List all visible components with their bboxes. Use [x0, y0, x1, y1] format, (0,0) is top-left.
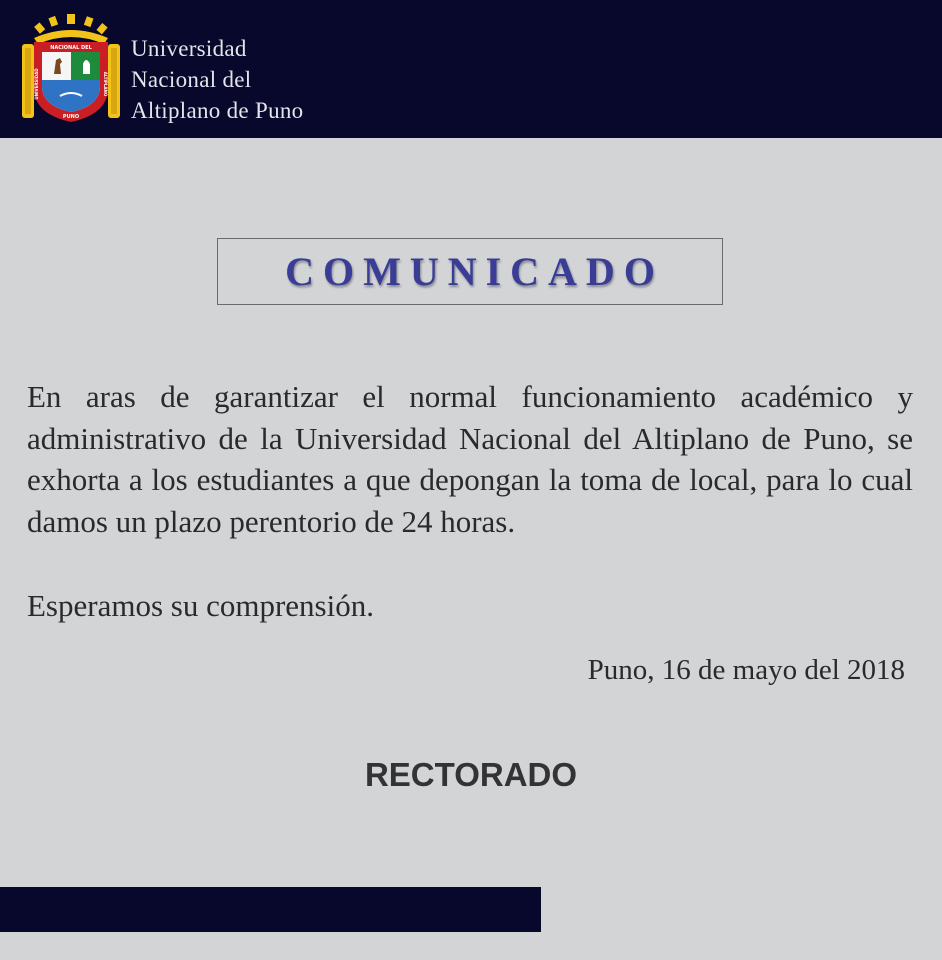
svg-text:PUNO: PUNO [62, 114, 80, 120]
university-name-line-2: Nacional del [131, 67, 252, 92]
notice-body: En aras de garantizar el normal funcionamiento académico y administrativo de la Universidad Nacional del Altiplano de Puno, se exhorta a los estudiantes a que depongan la toma de local, para lo cual damos un plazo perentorio de 24 horas. [27, 379, 913, 539]
header-bar [0, 0, 942, 138]
notice-signature: RECTORADO [364, 756, 578, 793]
university-name-line-1: Universidad [131, 36, 247, 61]
svg-text:ALTIPLANO: ALTIPLANO [103, 71, 108, 97]
university-name-line-3: Altiplano de Puno [131, 98, 304, 123]
svg-text:NACIONAL DEL: NACIONAL DEL [50, 45, 92, 51]
university-crest-icon [20, 14, 122, 124]
title-frame [217, 238, 723, 305]
university-name [131, 33, 303, 126]
notice-closing: Esperamos su comprensión. [27, 588, 374, 623]
notice-date: Puno, 16 de mayo del 2018 [587, 654, 905, 686]
notice-title: COMUNICADO [285, 249, 664, 294]
footer-bar [0, 887, 541, 932]
svg-text:UNIVERSIDAD: UNIVERSIDAD [34, 68, 39, 100]
